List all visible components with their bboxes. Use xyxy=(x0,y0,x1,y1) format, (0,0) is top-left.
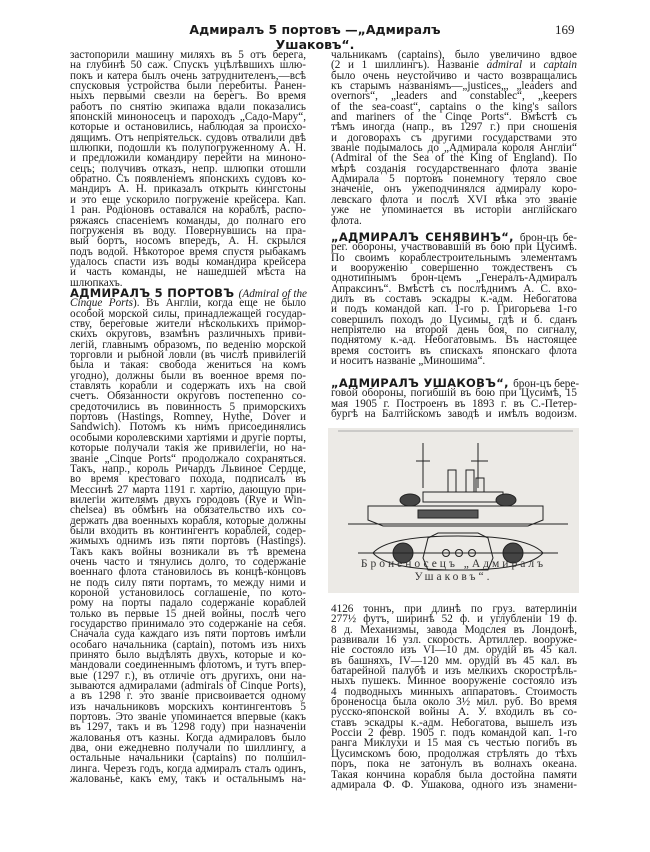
text-line: 1 ран. Родіоновъ оставался на кораблѣ, распо- xyxy=(70,204,306,217)
text-line: и часть команды, не нашедшей мѣста на xyxy=(70,266,306,279)
text-line: 4126 тоннъ, при длинѣ по груз. ватерлиніи xyxy=(331,603,577,615)
text-line: ныхъ пушекъ. Минное вооруженіе состояло изъ xyxy=(331,675,577,688)
text-line: жалованья отъ казны. Когда адмираловъ было xyxy=(70,731,306,744)
text-line: на глубинѣ 50 саж. Спускъ уцѣлѣвшихъ шлю- xyxy=(70,59,306,72)
text-line: говой обороны, погибшій въ бою при Цусимѣ, 15 xyxy=(331,387,577,400)
text-line: и это еще ускорило погруженіе крейсера. Кап. xyxy=(70,193,306,206)
text-line: Такъ какъ войны возникали въ тѣ времена xyxy=(70,545,306,558)
text-line: къ старымъ названіямъ—„justices„, „leaders and xyxy=(331,80,577,93)
text-line: вые (1297 г.), въ отличіе отъ другихъ, они на- xyxy=(70,669,306,682)
text-line: 277½ футъ, ширинѣ 52 ф. и углубленіи 19 ф. xyxy=(331,613,577,626)
text-line: шлюпкахъ. xyxy=(70,276,123,289)
text-line: изъ начальниковъ морскихъ контингентовъ 5 xyxy=(70,700,306,713)
text-line: принято было выдѣлять двухъ, которые и ко- xyxy=(70,649,306,662)
article-heading: „АДМИРАЛЪ СЕНЯВИНЪ“, xyxy=(331,230,520,244)
text-line: тѣмъ иногда (напр., въ 1297 г.) при сношенія xyxy=(331,121,577,134)
text-line: было очень неустойчиво и часто возвращались xyxy=(331,69,577,82)
text-segment: ). Въ Англіи, когда еще не было xyxy=(133,297,306,310)
text-line: жалованье, какъ ему, такъ и остальнымъ на- xyxy=(70,773,306,786)
text-line: ніе состояло изъ VI—10 дм. орудій въ 45 кал. xyxy=(331,644,577,657)
text-line: два, они ежедневно получали по шиллингу, а xyxy=(70,742,306,755)
text-line: шлюпки, подошли къ полупогруженному А. Н. xyxy=(70,142,306,155)
text-segment: брон-цъ бере- xyxy=(513,378,580,390)
text-line: покъ и катера былъ очень затруднителенъ,—всѣ xyxy=(70,69,306,82)
text-line: уже не упоминается въ исторіи англійскаго xyxy=(331,204,577,217)
text-line: броненосца была около 3½ мил. руб. Во время xyxy=(331,696,577,709)
article-heading: „АДМИРАЛЪ УШАКОВЪ“, xyxy=(331,376,514,390)
text-line: ряжаясь спасеніемъ команды, до полнаго его xyxy=(70,214,306,227)
article-ushakov-continued xyxy=(331,604,577,790)
text-line: особаго начальника (captain), потомъ изъ нихъ xyxy=(70,638,306,651)
italic-text: captain xyxy=(543,59,577,72)
text-line: Мессинѣ 27 марта 1191 г. хартію, дающую при- xyxy=(70,483,306,496)
text-line: Апраксинъ“. Вмѣстѣ съ послѣднимъ А. С. вхо- xyxy=(331,282,577,295)
text-line: мѣрѣ созданія государственнаго флота званіе xyxy=(331,162,577,175)
text-line: портовъ (Hastings, Romney, Hythe, Dover и xyxy=(70,411,306,424)
text-line: совершилъ походъ до Цусимы, гдѣ и б. сданъ xyxy=(331,313,577,326)
text-line: были входить въ контингентъ кораблей, содер- xyxy=(70,524,306,537)
article-admiral-senyavin xyxy=(331,232,577,366)
text-line: and mariners of the Cinqe Ports“. Вмѣстѣ съ xyxy=(331,111,577,124)
text-line: поднятому к.-ад. Небогатовымъ. Въ настоящее xyxy=(331,334,577,347)
text-line: левскаго флота и послѣ XVI вѣка это званіе xyxy=(331,193,577,206)
text-line: не подъ силу пяти портамъ, то между ними и xyxy=(70,576,306,589)
text-line: Сначала суда каждаго изъ пяти портовъ имѣли xyxy=(70,628,306,641)
text-line: легій, главнымъ образомъ, по веденію морской xyxy=(70,338,306,351)
text-line: и носитъ названіе „Миношима“. xyxy=(331,355,486,368)
italic-text: Cinque Ports xyxy=(70,297,133,310)
text-line: батарейной палубѣ и изъ мелкихъ скорострѣль- xyxy=(331,665,577,678)
text-line: скихъ округовъ, взамѣнъ различныхъ приви- xyxy=(70,328,306,341)
text-line: вый бортъ, носомъ впередъ, А. Н. скрылся xyxy=(70,235,306,248)
text-segment: и xyxy=(522,59,544,72)
text-line: дящимъ. Отъ непріятельск. судовъ отвалили двѣ xyxy=(70,131,306,144)
left-para-1 xyxy=(70,50,306,288)
page-number: 169 xyxy=(555,22,575,37)
text-line: подъ водой. Нѣкоторое время спустя рыбакамъ xyxy=(70,245,306,258)
text-line: По своимъ кораблестроительнымъ элементамъ xyxy=(331,251,577,264)
italic-text: admiral xyxy=(486,59,523,72)
text-line: рому на порты падало содержаніе кораблей xyxy=(70,597,306,610)
text-line: чальникамъ (captains), было увеличино вдвое xyxy=(331,49,577,61)
text-line: званіе „Cinque Ports“ продолжало сохраняться. xyxy=(70,452,306,465)
text-line: мандовали соединеннымъ флотомъ, и тутъ впер- xyxy=(70,659,306,672)
text-line: ныхъ первыми свезли на берегъ. Во время xyxy=(70,90,306,103)
text-line: держать два военныхъ корабля, которые должны xyxy=(70,514,306,527)
text-line: однотипнымъ брон-цемъ „Генералъ-Адмиралъ xyxy=(331,272,577,285)
text-line: линга. Черезъ годъ, когда адмиралъ сталъ одинъ, xyxy=(70,762,306,775)
text-line: портовъ. Это званіе упоминается впервые (какъ xyxy=(70,711,306,724)
text-line: застопорили машину миляхъ въ 5 отъ берега, xyxy=(70,49,306,61)
italic-text: (Admiral of the xyxy=(238,288,308,300)
running-header: Адмиралъ 5 портовъ —„Адмиралъ Ушаковъ“. xyxy=(189,22,441,52)
text-line: государство принимало это содержаніе на себя. xyxy=(70,618,306,630)
text-line: угодно), должны были въ военное время по- xyxy=(70,369,306,382)
text-line: Россіи 2 февр. 1905 г. подъ командой кап. 1-го xyxy=(331,727,577,740)
text-line: бургѣ на Балтійскомъ заводѣ и имѣлъ водоизм. xyxy=(331,408,577,421)
text-line: работъ по снятію экипажа вдали показались xyxy=(70,100,306,113)
text-line: торговли и рыбной ловли (въ числѣ привилегій xyxy=(70,349,306,362)
text-line: (Admiral of the Sea of the King of England). По xyxy=(331,152,577,165)
text-line: зываются адмиралами (admirals of Cinque Ports), xyxy=(70,680,306,693)
text-line: которые и остановились, наблюдая за происхо- xyxy=(70,121,306,134)
article-admiral-cinque-ports xyxy=(70,288,306,785)
text-line: и подъ командой кап. 1-го р. Григорьева 1-го xyxy=(331,303,577,316)
text-line: Адмирала 5 портовъ понемногу теряло свое xyxy=(331,173,577,186)
text-line: спусковыя устройства были перебиты. Ранен- xyxy=(70,80,306,93)
text-line: Цусимскомъ бою, продолжая стрѣлять до тѣхъ xyxy=(331,747,577,760)
text-line: chelsea) въ обмѣнъ на обязательство ихъ со- xyxy=(70,504,306,517)
text-line: средоточились въ повинность 5 приморскихъ xyxy=(70,400,306,413)
right-para-1 xyxy=(331,50,577,226)
text-line: 8 д. Механизмы, завода Модслея въ Лондонѣ, xyxy=(331,623,577,636)
text-line: поръ, пока не затонулъ въ волнахъ океана. xyxy=(331,758,577,771)
text-line: очень часто и тянулись долго, то содержаніе xyxy=(70,555,306,568)
text-line: званіе подымалось до „Адмирала короля Англіи“ xyxy=(331,142,577,155)
text-line: русско-японской войны А. У. входилъ въ со- xyxy=(331,706,577,719)
text-segment: брон-цъ бе- xyxy=(519,232,577,244)
figure-caption-line-2: Ушаковъ“. xyxy=(414,571,493,583)
text-line: погруженія въ воду. Повернувшись на пра- xyxy=(70,224,306,237)
text-line: жимыхъ однимъ изъ пяти портовъ (Hastings). xyxy=(70,535,306,548)
text-line: только въ первые 15 дней войны, послѣ чего xyxy=(70,607,306,620)
text-line: дилъ въ составъ эскадры к.-адм. Небогатова xyxy=(331,293,577,306)
text-line: значеніе, онъ ужеподчинялся адмиралу коро- xyxy=(331,183,577,196)
article-heading: АДМИРАЛЪ 5 ПОРТОВЪ xyxy=(70,286,239,300)
text-line: остальные начальники (captains) по полшил- xyxy=(70,752,306,765)
text-line: особой морской силы, принадлежащей государ- xyxy=(70,307,306,320)
text-line: во время крестоваго похода, подписалъ въ xyxy=(70,473,306,486)
text-line: мандиръ А. Н. приказалъ открыть кингстоны xyxy=(70,183,306,196)
text-line: overnors“, „leaders and constablec“, „keepers xyxy=(331,90,577,103)
text-line: вилегіи жителямъ двухъ городовъ (Rye и Win- xyxy=(70,493,306,506)
text-line: и договорахъ съ другими государствами это xyxy=(331,131,577,144)
text-line: of the sea-coast“, captains o the king's sailors xyxy=(331,100,577,113)
text-line: ставлять корабли и содержать ихъ на свой xyxy=(70,380,306,393)
text-line: мая 1905 г. Построенъ въ 1893 г. въ С.-Петер- xyxy=(331,397,577,410)
text-line: въ башняхъ, IV—120 мм. орудій въ 45 кал. въ xyxy=(331,654,577,667)
text-line: въ 1297, такъ и въ 1298 году) при назначеніи xyxy=(70,721,306,734)
text-line: Такая кончина корабля была достойна памяти xyxy=(331,768,577,781)
article-admiral-ushakov xyxy=(331,376,580,421)
text-line: развивали 16 узл. скорость. Артиллер. вооруже- xyxy=(331,634,577,647)
text-line: короной установилось соглашеніе, по кото- xyxy=(70,586,306,599)
ship-illustration xyxy=(328,428,579,593)
text-line: сецъ; получивъ отказъ, непр. шлюпки отошли xyxy=(70,162,306,175)
text-line: непріятелю на второй день боя, по сигналу, xyxy=(331,324,577,337)
text-line: была и такая: свобода жениться на комъ xyxy=(70,359,306,372)
text-line: 4 подводныхъ минныхъ аппаратовъ. Стоимость xyxy=(331,685,577,698)
text-segment: (2 и 1 шиллингъ). Названіе xyxy=(331,59,487,72)
text-line: обратно. Съ появленіемъ японскихъ судовъ ко- xyxy=(70,173,306,186)
text-line: флота. xyxy=(331,214,362,227)
text-line: японскій миноносецъ и пароходъ „Садо-Мару“, xyxy=(70,111,306,124)
text-line: ставъ эскадры к.-адм. Небогатова, вышелъ изъ xyxy=(331,716,577,729)
text-line: военнаго флота становилось въ концѣ-концовъ xyxy=(70,566,306,579)
text-line: адмирала Ф. Ф. Ушакова, одного изъ знамени- xyxy=(331,778,577,791)
figure-caption-line-1: Броненосецъ „Адмиралъ xyxy=(360,558,547,570)
text-line: счетъ. Обязанности округовъ постепенно со- xyxy=(70,390,306,403)
text-line: рег. обороны, участвовавшій въ бою при Цусимѣ. xyxy=(331,241,577,254)
text-line: а въ 1298 г. это званіе присвоивается одному xyxy=(70,690,306,703)
text-line: которые получали такія же привилегіи, но на- xyxy=(70,442,306,455)
text-line: и вооруженію совершенно тождественъ съ xyxy=(331,262,577,275)
text-line: удалось спасти изъ воды командира крейсера xyxy=(70,255,306,268)
text-line: ранга Миклухи и 15 мая съ честью погибъ въ xyxy=(331,737,577,750)
text-line: время состоитъ въ спискахъ японскаго флота xyxy=(331,344,577,357)
text-line: особыми королевскими хартіями и другіе порты, xyxy=(70,431,306,444)
text-line: ству, береговые жители нѣсколькихъ примор- xyxy=(70,318,306,331)
text-line: Такъ, напр., король Ричардъ Львиное Сердце, xyxy=(70,462,306,475)
text-line: Sandwich). Потомъ къ нимъ присоединялись xyxy=(70,421,306,434)
text-line: и предложили командиру перейти на миноно- xyxy=(70,152,306,165)
